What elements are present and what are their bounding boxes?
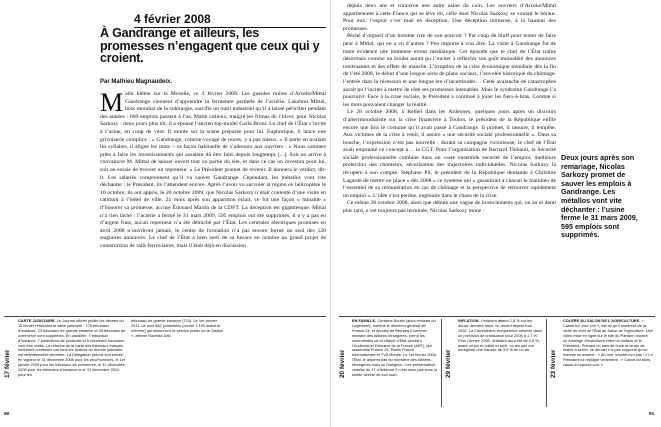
timeline-item-continued [131, 319, 223, 409]
article-paragraph: Le 28 octobre 2008, à Rethel dans les Ardennes, quelques jours après un discours d’alterrmondialiste sur la crise financière à Toulon, le président de la République enfile encore une fois le costume qu’il avait passé à Gandrange. Il promet, il rassure, il tempête. Aux victimes de la crise à venir, il assure « une sécurité sociale professionnelle ». Dans sa bouche, l’expression n’est pas nouvelle : durant sa campagne victorieuse, le chef de l’État avait emprunté ce concept à… la CGT. Pour l’organisation de Bernard Thibault, la Sécurité sociale professionnelle combine dans un vaste ensemble sécurité de l’emploi, meilleure protection des chômeurs, sécurisation des trajectoires individuelles. Nicolas Sarkozy la récupère à son compte. Stéphane Pit, le président de la République demande à Christine Lagarde de mettre en place « dès 2008 » ce système qui « garantirait à chacun le maintien de l’essentiel de sa rémunération en cas de chômage et la perspective de retrouver rapidement un emploi ». L’idée s’est perdue, engloutie dans le chaos de la crise. [343, 109, 556, 199]
column-divider [441, 319, 442, 407]
timeline-date: 23 février [550, 349, 557, 379]
band-rule [339, 316, 655, 317]
timeline-item [458, 319, 542, 409]
timeline-text: Christine Boutin (alors ministre du Logement), nomme le directeur général de France 24, et épouse de Bernard Kouchner, ministre des Affaires étrangères, prend les commandes de la chaîne d’État pendant l’Audiovisuel Extérieur de la France (AEF), qui rassemble France 24, Radio France Internationale et TV5 Monde. Le 1er février 2008, l’État, le dépend pas du ministère des Affaires étrangères mais de Matignon. L’ex-présentatrice vedette du JT d’Antenne 2 n’est donc pas sous la tutelle directe de son mari. [352, 319, 437, 377]
article-paragraph: Péché d’orgueil d’un homme ivre de son pouvoir ? Par coup de bluff pour tenter de faire peur à Mittal, qui en a vu d’autres ? Peu importe à vrai dire. La visite à Gandrange fut de toute évidence une immense erreur médiatique. Cet épisode que le chef de l’État traîne désormais comme un boulet aurait pu l’inciter à réfléchir son goût immodéré des annonces tonitruantes et des effets de manche. L’irruption de la crise économique mondiale dès la fin de l’été 2008, le début d’une longue série de plans sociaux, l’envolée historique du chômage, l’entrée dans la récession et une longue ère d’incertitudes… Cette avalanche de catastrophes aurait pu l’inciter à mettre de côté ses promesses intenables. Mais le syndrome Gandrange l’a poursuivi. Face à la crise sociale, le Président a continué à jouer les fiers-à-bras. Comme si les mots pouvaient changer la réalité. [343, 33, 556, 108]
left-page [0, 0, 330, 427]
timeline-item [18, 319, 126, 409]
byline: Par Mathieu Magnaudeix. [100, 79, 173, 85]
timeline-date: 17 février [4, 349, 11, 379]
timeline-heading: EN FAMILLE. [352, 319, 377, 323]
article-title: À Gandrange et ailleurs, les promesses n’engagent que ceux qui y croient. [100, 26, 320, 65]
timeline-heading: CARTE JUDICIAIRE. [18, 319, 56, 323]
article-column-left [100, 91, 326, 319]
timeline-band-right [339, 316, 655, 410]
article-paragraph [100, 91, 326, 250]
timeline-heading: COLÈRE AU SALON DE L’AGRICULTURE. [563, 319, 641, 323]
timeline-heading: INFLATION. [458, 319, 480, 323]
section-date: 4 février 2008 [134, 12, 326, 28]
article-paragraph: Ce même 28 octobre 2008, alors que débute une vague de licenciements qui, un an et demi plus tard, n’est toujours pas terminée, Nicolas Sarkozy tonne : [343, 200, 556, 215]
article-column-right [343, 3, 556, 310]
right-page [331, 0, 661, 427]
timeline-date: 20 février [339, 349, 346, 379]
pull-quote: Deux jours après son remariage, Nicolas Sarkozy promet de sauver les emplois à Gandrange. Les métallos vont vite déchanter : l’usine ferme le 31 mars 2009, 595 emplois sont supprimés. [561, 153, 638, 240]
timeline-text: L’inflation atteint 2,8 % sur les douze derniers mois, un record depuis mai 1992. La Commission européenne observe dans un prévision de croissance pour 2008 à 1,7 %. Pour l’année 2008, l’inflation aura été de 2,8 %, avant un pic en juillet et août, où les prix ont enregistré une hausse de 3,6 % en un an. [458, 319, 542, 353]
page-number-right: 91 [649, 412, 655, 417]
timeline-item [563, 319, 653, 409]
timeline-date: 29 février [445, 349, 452, 379]
drop-cap: M [100, 91, 124, 117]
timeline-item [352, 319, 437, 409]
band-rule [4, 316, 326, 317]
page-number-left: 90 [4, 412, 10, 417]
paragraph-text: atin blême sur la Moselle, ce 4 février 2008. Les gueules noires d’ArcelorMittal Gandrange viennent d’apprendre la fermeture partielle de l’aciérie. Lakshmi Mittal, boss mondial de la sidérurgie, sacrifie un outil industriel qu’il a laissé péricliter pendant des années : 600 emplois passent à l’as. Matin radieux, malgré les frimas de l’hiver, pour Nicolas Sarkozy : deux jours plus tôt, il a épousé l’ancien top-model Carla Bruni. Le chef de l’État s’invite à l’usine, en coup de vent. Il monte sur la scène préparée pour lui. Euphorique, il lance une grivoiserie complice : « Gandrange, comme voyage de noces, y a pas mieux. » Il parle en avalant les syllabes, il aligne les mots – sa façon habituelle de s’adresser aux ouvriers : « Nous sommes prêts à faire les investissements qui auraient dû être faits depuis longtemps [...]. Soit on arrive à convaincre M. Mittal de laisser ouvert tout ou partie du site, et dans ce cas on investira pour lui, soit on essaie de trouver un repreneur. » Le Président promet de revenir. Il donnera le verdict, dit-il. Les salariés comprennent qu’il va sauver Gandrange. Cependant, les métallos vont vite déchanter : le Président, ils l’attendent encore. Après l’avoir vu survoler la région en hélicoptère le 10 octobre, ils ont appris, le 20 octobre 2009, que Nicolas Sarkozy n’était contenté d’une visite en catimini à l’hôtel de ville. 21 mois après son apparition éclair, ce fut une façon « minable » d’honorer sa promesse, accuse Édouard Martin de la CDFT. La déception est gigantesque. Mittal n’a rien lâché : l’aciérie a fermé le 31 mars 2009, 595 emplois ont été supprimés, il n’y a pas eu d’argent frais, aucun repreneur n’a été démiché par l’État. Les centrales électriques promises en avril 2008 n’ouvriront jamais, le centre de formation n’a pas encore formé un seul des 120 stagiaires annoncés. Le chef de l’État a bien sorti de sa besace en octobre un grand projet de construction de rails ferroviaires, mais il était déjà en discussion [100, 91, 326, 249]
column-divider [546, 319, 547, 407]
timeline-text: « Casse-toi, pov’ con », est ce qu’il montrera de la visite du chef de l’État au Salon de l’agriculture. Une vidéo mise en ligne sur le site du Parisien montre un échange d’invectives entre un visiteur et le Président. Prenant un bain de foule et tendu de mains à serrer, ce dernier n’a pas supporté qu’un homme lui assène : « Ah non, touche-moi pas ! » Le Président lui réplique vertement : « Casse-toi alors, casse-toi pauvre con. » [563, 319, 653, 368]
timeline-text: tribunaux de grande instance (TGI). Le 1er janvier 2011, ce sont 862 juridictions (contre 1 190 avant la réforme) qui assureront le service public de la Justice », affirme Rachida Dati. [131, 319, 223, 338]
article-paragraph: depuis deux ans et concerne une autre usine du coin. Les ouvriers d’ArcelorMittal appartiennent à cette France qui se lève tôt, celle dont Nicolas Sarkozy se voulait le héraut. Pour eux, l’espoir s’est mué en déception. Une déception immense, à la hauteur des promesses. [343, 3, 556, 32]
timeline-band-left [4, 316, 326, 410]
timeline-text: Le Journal officiel publie les décrets du 15 février réformant la carte judiciaire : 178 tribunaux d’instance, 23 tribunaux de grande instance et 55 tribunaux de commerce sont supprimés. En parallèle, 7 tribunaux d’instance, 7 juridictions de proximité et 6 nouveaux tribunaux vont être créés. La réforme de la carte des tribunaux français, fortement contestée par tous les acteurs du monde judiciaire, est définitivement décrétée. La Délégation prévoit son entrée en vigueur le 31 décembre 2008 pour les prud’hommes, le 1er janvier 2009 pour les tribunaux de commerce, le 31 décembre 2009 pour les tribunaux d’instance et le 31 décembre 2010 pour les [18, 319, 126, 377]
